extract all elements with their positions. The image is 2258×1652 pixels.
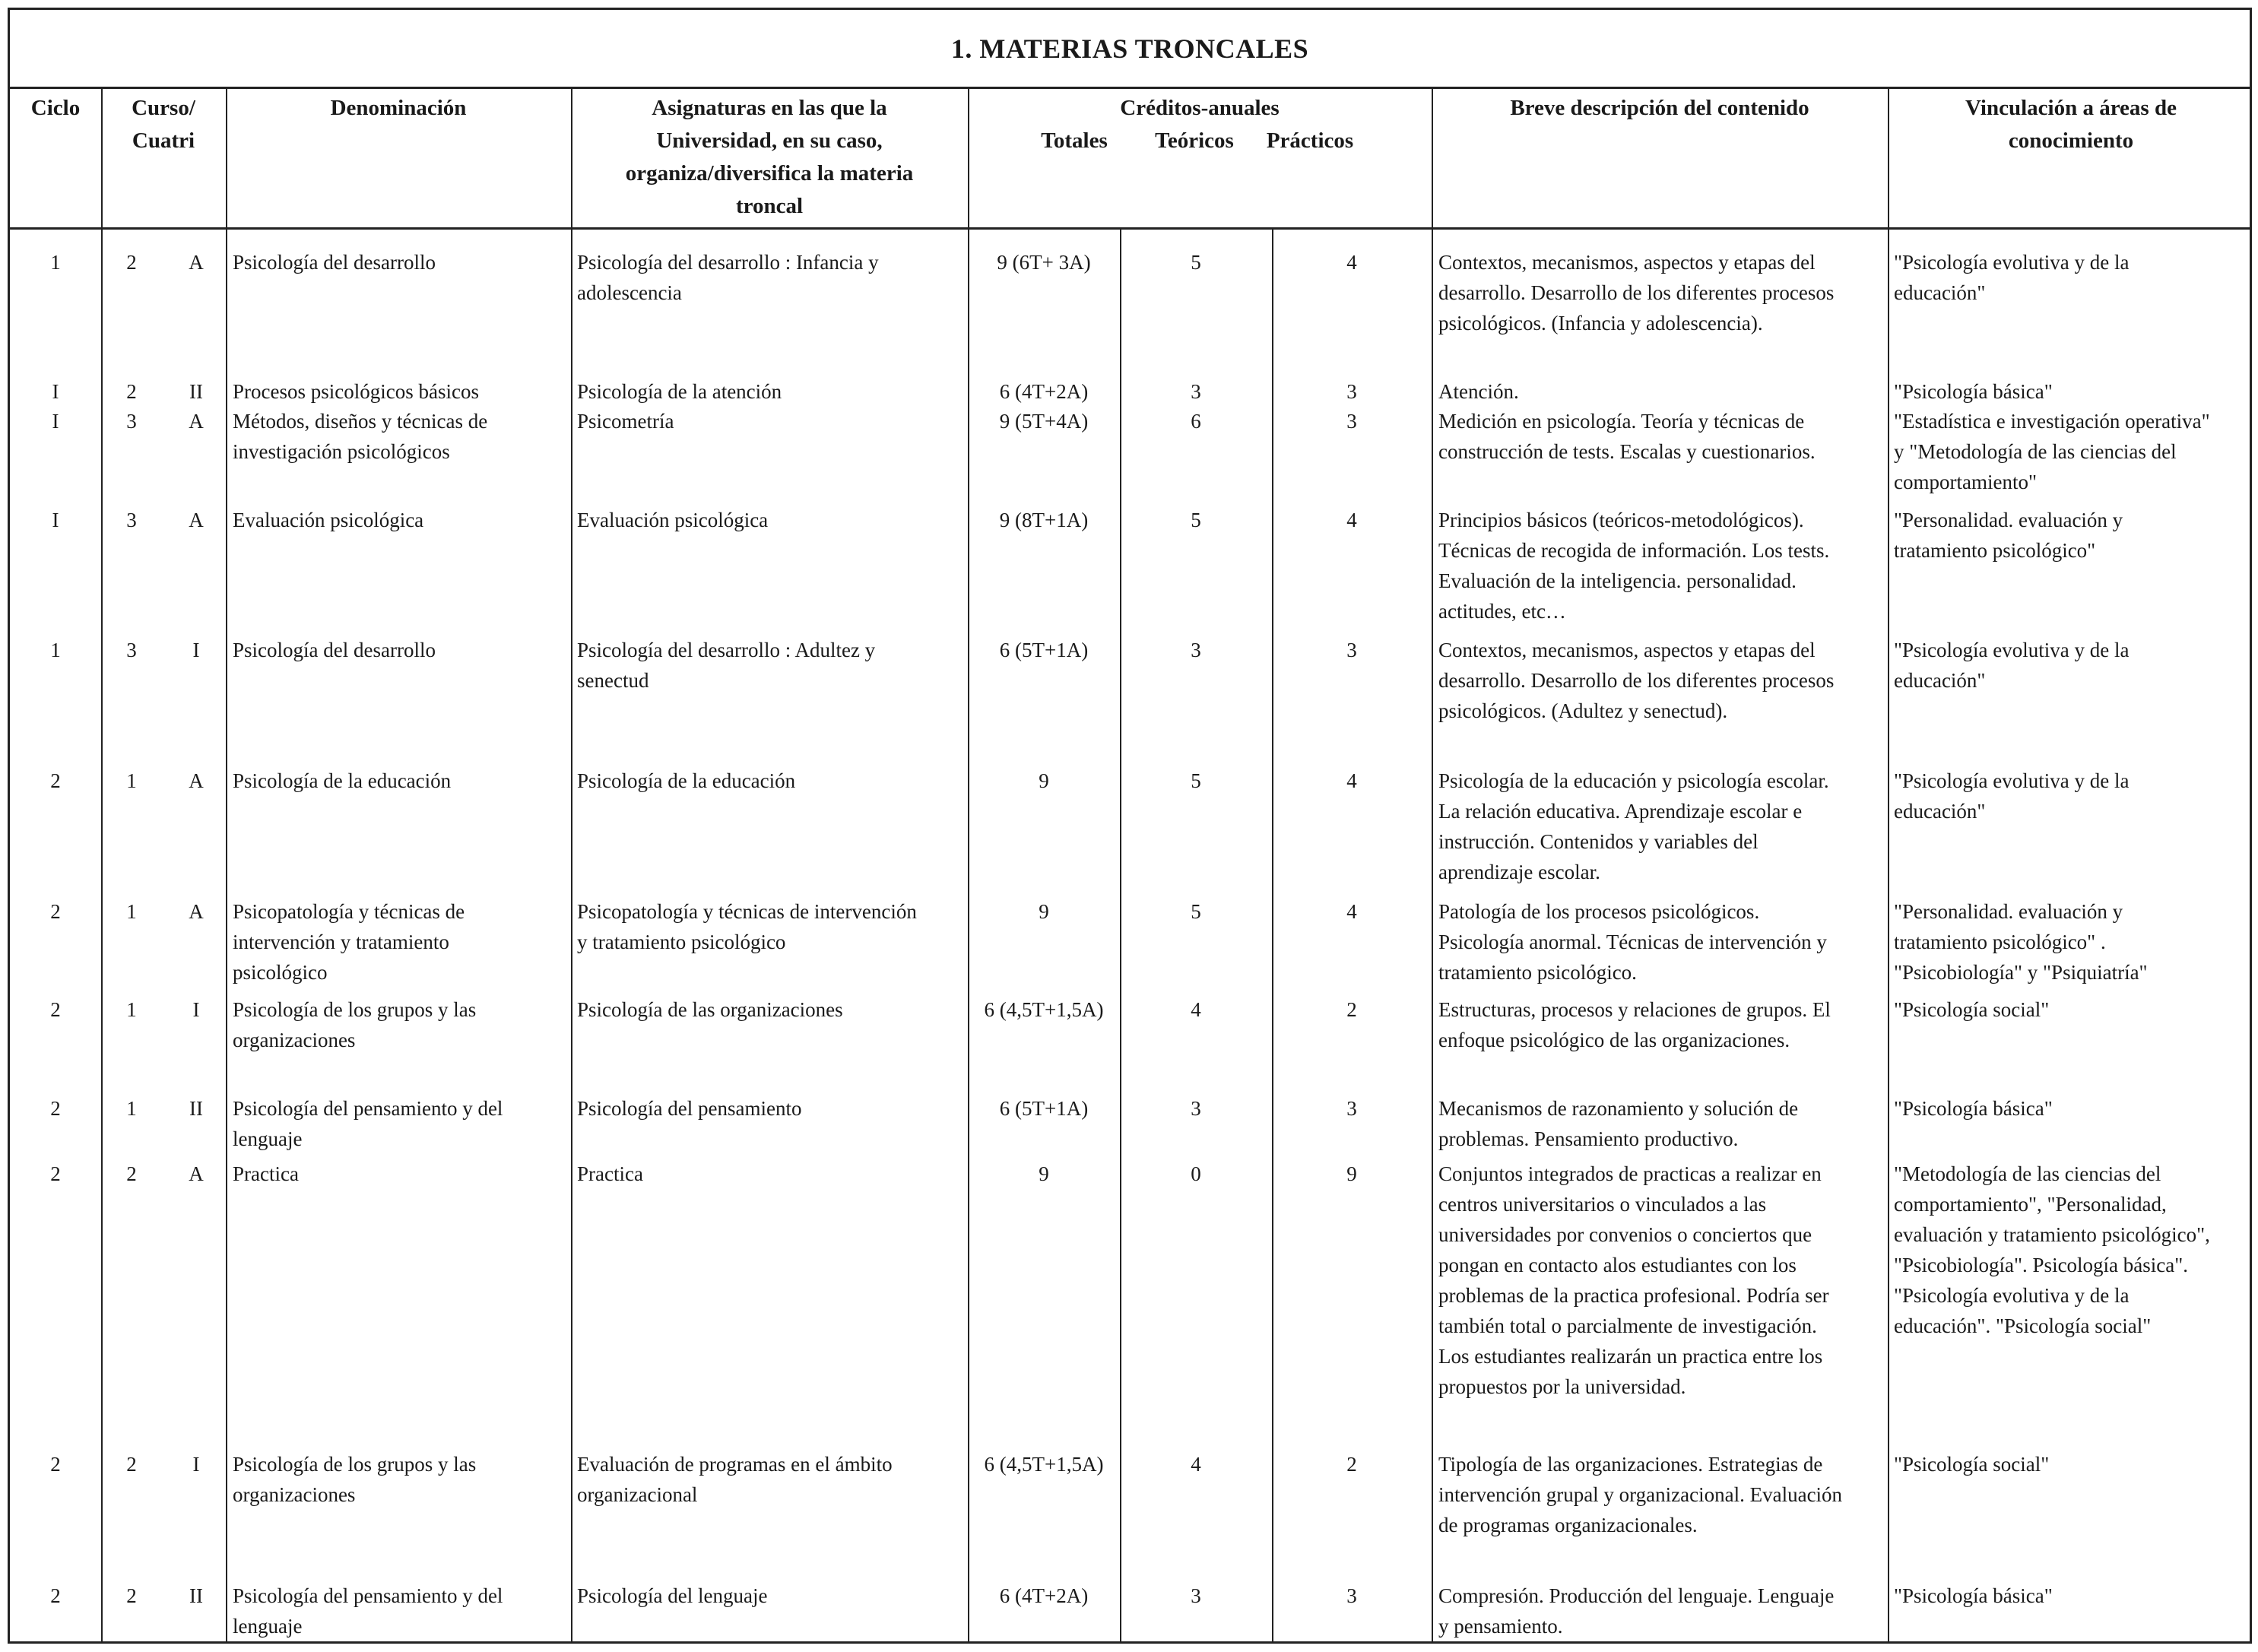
cell-cuatri: I bbox=[192, 998, 200, 1021]
cell-denominacion: Practica bbox=[233, 1162, 299, 1185]
cell-cuatri: A bbox=[189, 900, 204, 923]
cell-ciclo: I bbox=[52, 410, 59, 433]
column-divider bbox=[571, 89, 572, 1641]
cell-curso: 3 bbox=[126, 639, 137, 661]
header-practicos: Prácticos bbox=[1266, 128, 1354, 153]
header-teoricos: Teóricos bbox=[1155, 128, 1234, 153]
cell-cuatri: A bbox=[189, 769, 204, 792]
cell-totales: 6 (4T+2A) bbox=[999, 380, 1089, 403]
cell-ciclo: I bbox=[52, 380, 59, 403]
column-divider bbox=[1272, 227, 1273, 1641]
cell-denominacion: Psicopatología y técnicas de intervención y tratamiento psicológico bbox=[233, 900, 465, 984]
cell-totales: 9 bbox=[1039, 1162, 1049, 1185]
cell-asignatura: Psicología del lenguaje bbox=[577, 1584, 768, 1607]
cell-totales: 9 bbox=[1039, 900, 1049, 923]
cell-vinculacion: "Psicología básica" bbox=[1894, 380, 2053, 403]
cell-descripcion: Atención. bbox=[1438, 380, 1519, 403]
cell-cuatri: A bbox=[189, 410, 204, 433]
cell-totales: 6 (4,5T+1,5A) bbox=[984, 1453, 1104, 1476]
cell-curso: 2 bbox=[126, 1162, 137, 1185]
cell-ciclo: 2 bbox=[50, 1162, 61, 1185]
cell-cuatri: I bbox=[192, 639, 200, 661]
cell-vinculacion: "Psicología social" bbox=[1894, 1453, 2050, 1476]
cell-practicos: 9 bbox=[1346, 1162, 1357, 1185]
cell-cuatri: II bbox=[189, 1584, 203, 1607]
cell-vinculacion: "Personalidad. evaluación y tratamiento psicológico" . "Psicobiología" y "Psiquiatría" bbox=[1894, 900, 2148, 984]
cell-descripcion: Compresión. Producción del lenguaje. Lenguaje y pensamiento. bbox=[1438, 1584, 1835, 1638]
header-asignaturas: Asignaturas en las que la Universidad, en su caso, organiza/diversifica la materia troncal bbox=[625, 96, 914, 218]
cell-curso: 2 bbox=[126, 380, 137, 403]
cell-asignatura: Psicología de las organizaciones bbox=[577, 998, 843, 1021]
cell-curso: 3 bbox=[126, 410, 137, 433]
cell-teoricos: 3 bbox=[1191, 380, 1201, 403]
header-creditos: Créditos-anuales bbox=[1120, 96, 1280, 120]
cell-asignatura: Evaluación de programas en el ámbito organizacional bbox=[577, 1453, 893, 1506]
cell-curso: 2 bbox=[126, 1584, 137, 1607]
header-curso: Curso/ Cuatri bbox=[132, 96, 195, 153]
cell-asignatura: Psicometría bbox=[577, 410, 674, 433]
cell-practicos: 4 bbox=[1346, 769, 1357, 792]
cell-totales: 9 bbox=[1039, 769, 1049, 792]
cell-vinculacion: "Psicología básica" bbox=[1894, 1584, 2053, 1607]
cell-ciclo: 2 bbox=[50, 1453, 61, 1476]
cell-descripcion: Medición en psicología. Teoría y técnicas de construcción de tests. Escalas y cuestionarios. bbox=[1438, 410, 1816, 463]
cell-vinculacion: "Psicología social" bbox=[1894, 998, 2050, 1021]
cell-asignatura: Psicología del desarrollo : Infancia y adolescencia bbox=[577, 251, 879, 304]
cell-ciclo: 2 bbox=[50, 900, 61, 923]
cell-asignatura: Psicopatología y técnicas de intervención y tratamiento psicológico bbox=[577, 900, 917, 953]
cell-denominacion: Psicología del desarrollo bbox=[233, 251, 436, 274]
cell-vinculacion: "Psicología básica" bbox=[1894, 1097, 2053, 1120]
cell-cuatri: A bbox=[189, 509, 204, 531]
header-ciclo: Ciclo bbox=[30, 96, 81, 120]
cell-asignatura: Practica bbox=[577, 1162, 643, 1185]
cell-practicos: 3 bbox=[1346, 639, 1357, 661]
page-title: 1. MATERIAS TRONCALES bbox=[10, 10, 2250, 89]
cell-totales: 9 (8T+1A) bbox=[999, 509, 1089, 531]
cell-curso: 2 bbox=[126, 251, 137, 274]
cell-teoricos: 3 bbox=[1191, 639, 1201, 661]
cell-vinculacion: "Personalidad. evaluación y tratamiento psicológico" bbox=[1894, 509, 2123, 562]
cell-totales: 6 (4T+2A) bbox=[999, 1584, 1089, 1607]
cell-denominacion: Psicología del pensamiento y del lenguaje bbox=[233, 1097, 503, 1150]
cell-curso: 1 bbox=[126, 900, 137, 923]
column-divider bbox=[1888, 89, 1889, 1641]
cell-descripcion: Conjuntos integrados de practicas a realizar en centros universitarios o vinculados a las universidades por convenios o conciertos que pongan en contacto alos estudiantes con los problemas de la practica profesional. Podría ser también total o parcialmente de investigación. Los estudiantes realizarán un practica entre los propuestos por la universidad. bbox=[1438, 1162, 1829, 1398]
cell-descripcion: Estructuras, procesos y relaciones de grupos. El enfoque psicológico de las organizaciones. bbox=[1438, 998, 1831, 1051]
cell-practicos: 3 bbox=[1346, 1097, 1357, 1120]
cell-vinculacion: "Estadística e investigación operativa" y "Metodología de las ciencias del comportamiento" bbox=[1894, 410, 2210, 493]
cell-practicos: 3 bbox=[1346, 380, 1357, 403]
cell-totales: 6 (5T+1A) bbox=[999, 639, 1089, 661]
cell-curso: 2 bbox=[126, 1453, 137, 1476]
cell-practicos: 2 bbox=[1346, 1453, 1357, 1476]
cell-asignatura: Psicología del pensamiento bbox=[577, 1097, 802, 1120]
cell-cuatri: II bbox=[189, 1097, 203, 1120]
cell-teoricos: 0 bbox=[1191, 1162, 1201, 1185]
cell-denominacion: Psicología del desarrollo bbox=[233, 639, 436, 661]
cell-asignatura: Psicología del desarrollo : Adultez y senectud bbox=[577, 639, 876, 692]
cell-denominacion: Métodos, diseños y técnicas de investigación psicológicos bbox=[233, 410, 488, 463]
cell-cuatri: I bbox=[192, 1453, 200, 1476]
cell-practicos: 4 bbox=[1346, 509, 1357, 531]
column-divider bbox=[1432, 89, 1433, 1641]
column-divider bbox=[968, 89, 969, 1641]
cell-asignatura: Evaluación psicológica bbox=[577, 509, 769, 531]
cell-practicos: 4 bbox=[1346, 900, 1357, 923]
cell-ciclo: 2 bbox=[50, 998, 61, 1021]
cell-vinculacion: "Psicología evolutiva y de la educación" bbox=[1894, 769, 2130, 823]
cell-vinculacion: "Metodología de las ciencias del comportamiento", "Personalidad, evaluación y tratamiento psicológico", "Psicobiología". Psicología básica". "Psicología evolutiva y de la educación". "Psicología social" bbox=[1894, 1162, 2210, 1337]
cell-ciclo: 2 bbox=[50, 1097, 61, 1120]
cell-teoricos: 5 bbox=[1191, 769, 1201, 792]
cell-teoricos: 4 bbox=[1191, 1453, 1201, 1476]
cell-teoricos: 6 bbox=[1191, 410, 1201, 433]
cell-teoricos: 3 bbox=[1191, 1097, 1201, 1120]
cell-teoricos: 5 bbox=[1191, 900, 1201, 923]
cell-descripcion: Mecanismos de razonamiento y solución de problemas. Pensamiento productivo. bbox=[1438, 1097, 1799, 1150]
cell-descripcion: Tipología de las organizaciones. Estrategias de intervención grupal y organizacional. Evaluación de programas organizacionales. bbox=[1438, 1453, 1843, 1536]
header-divider bbox=[10, 227, 2250, 230]
cell-denominacion: Psicología del pensamiento y del lenguaje bbox=[233, 1584, 503, 1638]
cell-totales: 6 (4,5T+1,5A) bbox=[984, 998, 1104, 1021]
header-denominacion: Denominación bbox=[330, 96, 467, 120]
cell-denominacion: Procesos psicológicos básicos bbox=[233, 380, 479, 403]
cell-teoricos: 5 bbox=[1191, 509, 1201, 531]
cell-descripcion: Principios básicos (teóricos-metodológicos). Técnicas de recogida de información. Los tests. Evaluación de la inteligencia. personalidad. actitudes, etc… bbox=[1438, 509, 1830, 623]
column-divider bbox=[1120, 227, 1121, 1641]
cell-vinculacion: "Psicología evolutiva y de la educación" bbox=[1894, 251, 2130, 304]
cell-curso: 1 bbox=[126, 998, 137, 1021]
cell-teoricos: 4 bbox=[1191, 998, 1201, 1021]
header-descripcion: Breve descripción del contenido bbox=[1510, 96, 1809, 120]
header-totales: Totales bbox=[1041, 128, 1108, 153]
cell-cuatri: II bbox=[189, 380, 203, 403]
header-vinculacion: Vinculación a áreas de conocimiento bbox=[1965, 96, 2177, 153]
cell-denominacion: Psicología de los grupos y las organizaciones bbox=[233, 998, 477, 1051]
cell-totales: 9 (5T+4A) bbox=[999, 410, 1089, 433]
cell-practicos: 2 bbox=[1346, 998, 1357, 1021]
cell-practicos: 3 bbox=[1346, 410, 1357, 433]
cell-ciclo: 2 bbox=[50, 769, 61, 792]
cell-descripcion: Contextos, mecanismos, aspectos y etapas del desarrollo. Desarrollo de los diferentes procesos psicológicos. (Adultez y senectud). bbox=[1438, 639, 1835, 722]
column-divider bbox=[226, 89, 227, 1641]
cell-denominacion: Evaluación psicológica bbox=[233, 509, 424, 531]
cell-asignatura: Psicología de la educación bbox=[577, 769, 796, 792]
cell-asignatura: Psicología de la atención bbox=[577, 380, 782, 403]
cell-curso: 1 bbox=[126, 769, 137, 792]
column-divider bbox=[101, 89, 103, 1641]
cell-vinculacion: "Psicología evolutiva y de la educación" bbox=[1894, 639, 2130, 692]
cell-descripcion: Patología de los procesos psicológicos. Psicología anormal. Técnicas de intervención y tratamiento psicológico. bbox=[1438, 900, 1827, 984]
cell-denominacion: Psicología de los grupos y las organizaciones bbox=[233, 1453, 477, 1506]
cell-totales: 6 (5T+1A) bbox=[999, 1097, 1089, 1120]
cell-teoricos: 3 bbox=[1191, 1584, 1201, 1607]
cell-teoricos: 5 bbox=[1191, 251, 1201, 274]
cell-cuatri: A bbox=[189, 1162, 204, 1185]
cell-descripcion: Psicología de la educación y psicología escolar. La relación educativa. Aprendizaje escolar e instrucción. Contenidos y variables del aprendizaje escolar. bbox=[1438, 769, 1829, 883]
cell-ciclo: 1 bbox=[50, 251, 61, 274]
cell-ciclo: 1 bbox=[50, 639, 61, 661]
cell-curso: 3 bbox=[126, 509, 137, 531]
cell-denominacion: Psicología de la educación bbox=[233, 769, 452, 792]
cell-descripcion: Contextos, mecanismos, aspectos y etapas del desarrollo. Desarrollo de los diferentes procesos psicológicos. (Infancia y adolescencia). bbox=[1438, 251, 1835, 335]
cell-curso: 1 bbox=[126, 1097, 137, 1120]
cell-cuatri: A bbox=[189, 251, 204, 274]
cell-practicos: 3 bbox=[1346, 1584, 1357, 1607]
cell-ciclo: I bbox=[52, 509, 59, 531]
cell-totales: 9 (6T+ 3A) bbox=[997, 251, 1091, 274]
cell-practicos: 4 bbox=[1346, 251, 1357, 274]
cell-ciclo: 2 bbox=[50, 1584, 61, 1607]
document-sheet bbox=[8, 8, 2252, 1644]
